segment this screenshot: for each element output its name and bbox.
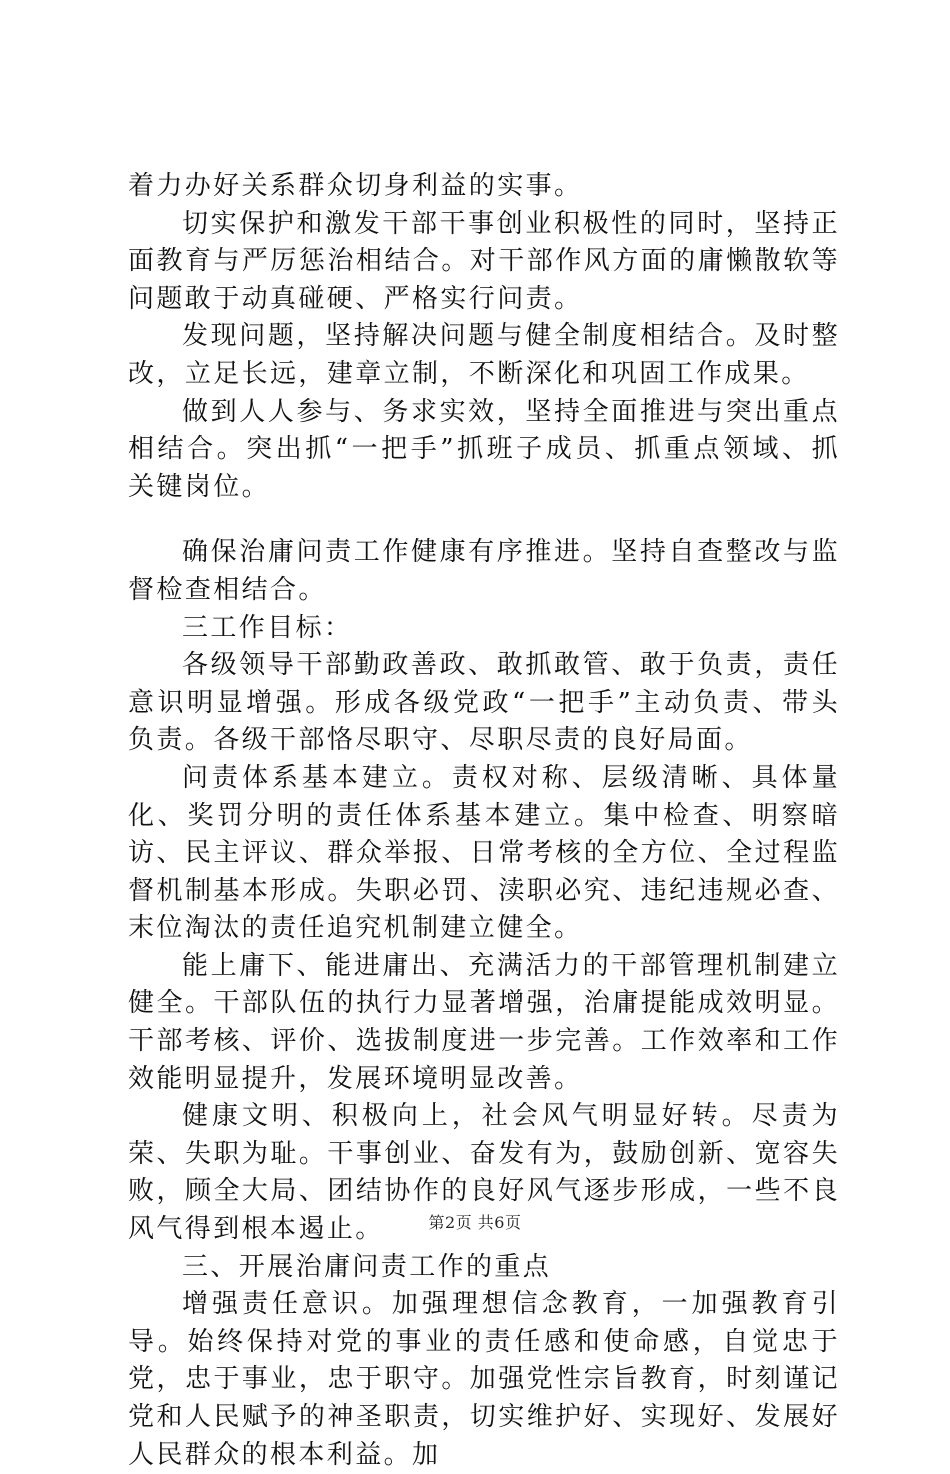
text-line: 终保持对党的事业的责任感和使命感，自觉忠于党，忠于事业， bbox=[128, 1326, 840, 1395]
text-line: 动真碰硬、严格实行问责。 bbox=[241, 283, 583, 314]
text-line: 着力办好关系群众切身利益的实事。 bbox=[128, 171, 583, 201]
document-body bbox=[128, 168, 840, 1474]
paragraph-6 bbox=[128, 647, 840, 760]
text-line: 发现问题，坚持解决问题与健全制度相结合。及时整改， bbox=[128, 321, 840, 389]
section-heading-goals bbox=[128, 610, 840, 648]
page-footer bbox=[0, 1210, 950, 1233]
text-line: 忠于职守。加强党性宗旨教育，时刻谨记党和人民赋予的神圣 bbox=[128, 1364, 840, 1432]
section-heading-focus bbox=[128, 1249, 840, 1287]
text-line: 各级领导干部勤政善政、敢抓敢管、敢于负责，责任意识 bbox=[128, 650, 840, 718]
text-line: 明显增强。形成各级党政“一把手”主动负责、带头负责。各 bbox=[128, 687, 840, 756]
page-number-label: 第2页 共6页 bbox=[428, 1213, 522, 1232]
text-line: 评价、选拔制度进一步完善。工作效率和工作效能明显提升， bbox=[128, 1026, 840, 1094]
paragraph-10 bbox=[128, 1286, 840, 1474]
text-line: 查相结合。 bbox=[184, 574, 327, 605]
text-line: 做到人人参与、务求实效，坚持全面推进与突出重点相结 bbox=[128, 396, 840, 465]
text-line: 职必罚、渎职必究、违纪违规必查、末位淘汰的责任追究机制 bbox=[128, 875, 841, 944]
paragraph-1 bbox=[128, 168, 840, 206]
text-line: 三工作目标： bbox=[182, 612, 353, 643]
text-line: 三、开展治庸问责工作的重点 bbox=[182, 1251, 552, 1282]
text-line: 合。突出抓“一把手”抓班子成员、抓重点领域、抓关键岗位。 bbox=[128, 434, 840, 502]
text-line: 育与严厉惩治相结合。对干部作风方面的庸懒散软等问题敢于 bbox=[128, 246, 840, 314]
text-line: 能上庸下、能进庸出、充满活力的干部管理机制建立健全。 bbox=[128, 950, 840, 1019]
text-line: 止。 bbox=[326, 1214, 384, 1245]
paragraph-7 bbox=[128, 760, 840, 948]
text-line: 发展环境明显改善。 bbox=[326, 1063, 583, 1094]
paragraph-4 bbox=[128, 394, 840, 507]
text-line: 建立健全。 bbox=[440, 913, 583, 944]
paragraph-3 bbox=[128, 318, 840, 393]
text-line: 问责体系基本建立。责权对称、层级清晰、具体量化、奖 bbox=[128, 762, 840, 831]
text-line: 局、团结协作的良好风气逐步形成，一些不良风气得到根本遏 bbox=[128, 1176, 840, 1245]
paragraph-5 bbox=[128, 534, 840, 609]
paragraph-gap bbox=[128, 506, 840, 534]
text-line: 切实保护和激发干部干事创业积极性的同时，坚持正面教 bbox=[128, 208, 840, 277]
text-line: 群众举报、日常考核的全方位、全过程监督机制基本形成。失 bbox=[128, 838, 840, 906]
paragraph-2 bbox=[128, 206, 840, 319]
text-line: 干部队伍的执行力显著增强，治庸提能成效明显。干部考核、 bbox=[128, 988, 840, 1057]
text-line: 健康文明、积极向上，社会风气明显好转。尽责为荣、失 bbox=[128, 1101, 840, 1169]
text-line: 立足长远，建章立制，不断深化和巩固工作成果。 bbox=[184, 358, 810, 389]
text-line: 罚分明的责任体系基本建立。集中检查、明察暗访、民主评议、 bbox=[128, 800, 840, 869]
text-line: 级干部恪尽职守、尽职尽责的良好局面。 bbox=[241, 725, 753, 756]
paragraph-8 bbox=[128, 948, 840, 1098]
text-line: 职为耻。干事创业、奋发有为，鼓励创新、宽容失败，顾全大 bbox=[128, 1138, 840, 1207]
text-line: 确保治庸问责工作健康有序推进。坚持自查整改与监督检 bbox=[128, 537, 840, 605]
text-line: 增强责任意识。加强理想信念教育，一加强教育引导。始 bbox=[128, 1289, 840, 1357]
text-line: 职责，切实维护好、实现好、发展好人民群众的根本利益。加 bbox=[128, 1402, 841, 1470]
